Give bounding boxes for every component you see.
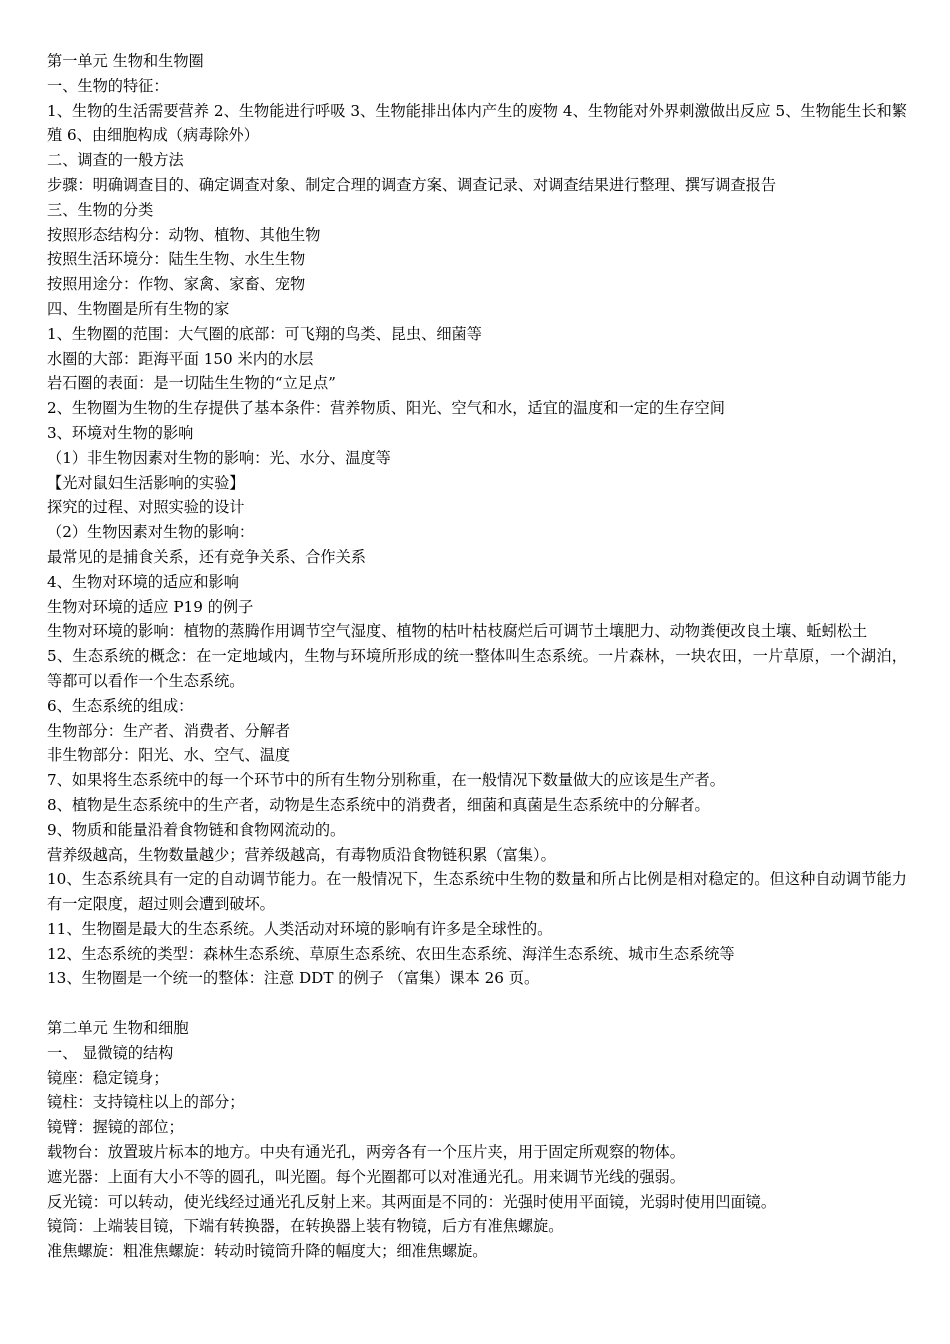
- text-line: 探究的过程、对照实验的设计: [47, 498, 245, 517]
- text-line: 8、植物是生态系统中的生产者，动物是生态系统中的消费者，细菌和真菌是生态系统中的分解者。: [47, 795, 710, 814]
- text-line: 【光对鼠妇生活影响的实验】: [47, 473, 245, 492]
- text-line: 营养级越高，生物数量越少；营养级越高，有毒物质沿食物链积累（富集）。: [47, 845, 556, 864]
- text-line: 2、生物圈为生物的生存提供了基本条件：营养物质、阳光、空气和水，适宜的温度和一定的生存空间: [47, 399, 725, 418]
- text-line: 第一单元 生物和生物圈: [47, 52, 204, 70]
- text-line: 非生物部分：阳光、水、空气、温度: [47, 746, 290, 765]
- text-line: 1、生物圈的范围：大气圈的底部：可飞翔的鸟类、昆虫、细菌等: [47, 324, 482, 343]
- text-line: 3、环境对生物的影响: [47, 423, 194, 442]
- text-line: 1、生物的生活需要营养 2、生物能进行呼吸 3、生物能排出体内产生的废物 4、生物能对外界刺激做出反应 5、生物能生长和繁殖 6、由细胞构成（病毒除外）: [47, 101, 907, 145]
- text-line: （2）生物因素对生物的影响：: [47, 523, 255, 542]
- text-line: 载物台：放置玻片标本的地方。中央有通光孔，两旁各有一个压片夹，用于固定所观察的物体。: [47, 1143, 685, 1162]
- text-line: （1）非生物因素对生物的影响：光、水分、温度等: [47, 448, 391, 467]
- text-line: 一、 显微镜的结构: [47, 1043, 174, 1062]
- text-line: 镜臂：握镜的部位；: [47, 1118, 184, 1137]
- text-line: 6、生态系统的组成：: [47, 696, 194, 715]
- text-line: 11、生物圈是最大的生态系统。人类活动对环境的影响有许多是全球性的。: [47, 919, 553, 938]
- text-line: 二、调查的一般方法: [47, 151, 184, 170]
- text-line: 7、如果将生态系统中的每一个环节中的所有生物分别称重，在一般情况下数量做大的应该是生产者。: [47, 771, 725, 790]
- text-line: 遮光器：上面有大小不等的圆孔，叫光圈。每个光圈都可以对准通光孔。用来调节光线的强弱。: [47, 1167, 685, 1186]
- text-line: 5、生态系统的概念：在一定地域内，生物与环境所形成的统一整体叫生态系统。一片森林，一块农田，一片草原，一个湖泊，等都可以看作一个生态系统。: [47, 647, 907, 690]
- text-line: 按照用途分：作物、家禽、家畜、宠物: [47, 275, 306, 294]
- text-line: 镜筒：上端装目镜，下端有转换器，在转换器上装有物镜，后方有准焦螺旋。: [47, 1217, 564, 1236]
- text-line: 最常见的是捕食关系，还有竞争关系、合作关系: [47, 547, 366, 566]
- text-line: 生物对环境的影响：植物的蒸腾作用调节空气湿度、植物的枯叶枯枝腐烂后可调节土壤肥力、动物粪便改良土壤、蚯蚓松土: [47, 622, 868, 641]
- text-line: 步骤：明确调查目的、确定调查对象、制定合理的调查方案、调查记录、对调查结果进行整理、撰写调查报告: [47, 175, 776, 194]
- text-line: 10、生态系统具有一定的自动调节能力。在一般情况下，生态系统中生物的数量和所占比例是相对稳定的。但这种自动调节能力有一定限度，超过则会遭到破坏。: [47, 870, 907, 914]
- text-line: 一、生物的特征：: [47, 76, 169, 95]
- document-page: [47, 49, 907, 1264]
- text-line: 三、生物的分类: [47, 200, 154, 219]
- blank-line: [47, 991, 907, 1016]
- text-line: 反光镜：可以转动，使光线经过通光孔反射上来。其两面是不同的：光强时使用平面镜，光弱时使用凹面镜。: [47, 1192, 776, 1211]
- text-line: 4、生物对环境的适应和影响: [47, 572, 239, 591]
- text-line: 准焦螺旋：粗准焦螺旋：转动时镜筒升降的幅度大；细准焦螺旋。: [47, 1242, 488, 1261]
- text-line: 岩石圈的表面：是一切陆生生物的“立足点”: [47, 374, 336, 393]
- text-line: 9、物质和能量沿着食物链和食物网流动的。: [47, 820, 346, 839]
- text-line: 生物部分：生产者、消费者、分解者: [47, 721, 290, 740]
- text-line: 第二单元 生物和细胞: [47, 1019, 189, 1038]
- text-line: 按照形态结构分：动物、植物、其他生物: [47, 225, 321, 244]
- text-line: 生物对环境的适应 P19 的例子: [47, 597, 254, 616]
- text-line: 12、生态系统的类型：森林生态系统、草原生态系统、农田生态系统、海洋生态系统、城市生态系统等: [47, 944, 735, 963]
- text-line: 13、生物圈是一个统一的整体：注意 DDT 的例子 （富集）课本 26 页。: [47, 969, 540, 988]
- text-line: 四、生物圈是所有生物的家: [47, 299, 230, 318]
- text-line: 镜座：稳定镜身；: [47, 1068, 169, 1087]
- text-line: 水圈的大部：距海平面 150 米内的水层: [47, 349, 314, 368]
- text-line: 镜柱：支持镜柱以上的部分；: [47, 1093, 245, 1112]
- text-line: 按照生活环境分：陆生生物、水生生物: [47, 250, 306, 269]
